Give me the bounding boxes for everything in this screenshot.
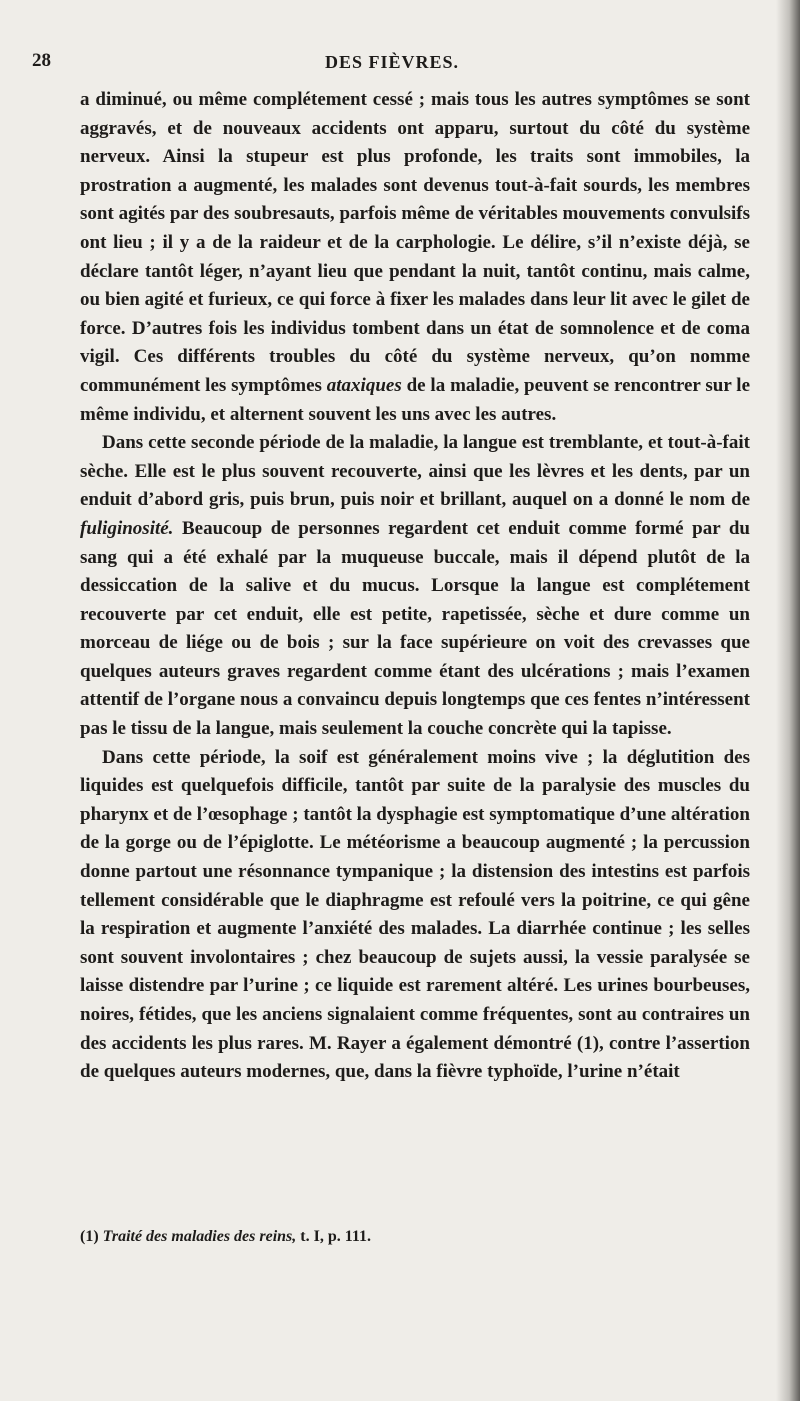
footnote-reference: t. I, p. 111. — [300, 1228, 371, 1245]
paragraph-2 — [80, 429, 750, 744]
page-header — [32, 50, 752, 80]
paragraph-2-italic: fuliginosité. — [80, 517, 174, 539]
paragraph-1 — [80, 86, 750, 429]
body-text — [80, 86, 750, 1087]
book-spine-shadow — [776, 0, 800, 1401]
paragraph-2-text-b: Beaucoup de personnes regardent cet enduit comme formé par du sang qui a été exhalé par la muqueuse buccale, mais il dépend plutôt de la dessiccation de la salive et du mucus. Lorsque la langue est complétement recouverte par cet enduit, elle est petite, rapetissée, sèche et dure comme un morceau de liége ou de bois ; sur la face supérieure on voit des crevasses que quelques auteurs graves regardent comme étant des ulcérations ; mais l’examen attentif de l’organe nous a convaincu depuis longtemps que ces fentes n’intéressent pas le tissu de la langue, mais seulement la couche concrète qui la tapisse. — [80, 517, 750, 740]
footnote-title: Traité des maladies des reins, — [102, 1228, 297, 1245]
running-title: DES FIÈVRES. — [324, 52, 460, 72]
paragraph-3-text-a: Dans cette période, la soif est généralement moins vive ; la déglutition des liquides est quelquefois difficile, tantôt par suite de la paralysie des muscles du pharynx et de l’œsophage ; tantôt la dysphagie est symptomatique d’une altération de la gorge ou de l’épiglotte. Le météorisme a beaucoup augmenté ; la percussion donne partout une résonnance tympanique ; la distension des intestins est parfois tellement considérable que le diaphragme est refoulé vers la poitrine, ce qui gêne la respiration et augmente l’anxiété des malades. La diarrhée continue ; les selles sont souvent involontaires ; chez beaucoup de sujets aussi, la vessie paralysée se laisse distendre par l’urine ; ce liquide est rarement altéré. Les urines bourbeuses, noires, fétides, que les anciens signalaient comme fréquentes, sont au contraires un des accidents les plus rares. M. Rayer a également démontré (1), contre l’assertion de quelques auteurs modernes, que, dans la fièvre typhoïde, l’urine n’était — [80, 746, 750, 1083]
paragraph-1-italic: ataxiques — [326, 374, 402, 396]
footnote — [80, 1226, 750, 1248]
paragraph-2-text-a: Dans cette seconde période de la maladie, la langue est tremblante, et tout-à-fait sèche. Elle est le plus souvent recouverte, ainsi que les lèvres et les dents, par un enduit d’abord gris, puis brun, puis noir et brillant, auquel on a donné le nom de — [80, 432, 750, 511]
paragraph-3 — [80, 744, 750, 1087]
footnote-marker: (1) — [80, 1228, 99, 1245]
page-number: 28 — [32, 50, 51, 71]
paragraph-1-text-a: a diminué, ou même complétement cessé ; mais tous les autres symptômes se sont aggravés, et de nouveaux accidents ont apparu, surtout du côté du système nerveux. Ainsi la stupeur est plus profonde, les traits sont immobiles, la prostration a augmenté, les malades sont devenus tout-à-fait sourds, les membres sont agités par des soubresauts, parfois même de véritables mouvements convulsifs ont lieu ; il y a de la raideur et de la carphologie. Le délire, s’il n’existe déjà, se déclare tantôt léger, n’ayant lieu que pendant la nuit, tantôt continu, mais calme, ou bien agité et furieux, ce qui force à fixer les malades dans leur lit avec le gilet de force. D’autres fois les individus tombent dans un état de somnolence et de coma vigil. Ces différents troubles du côté du système nerveux, qu’on nomme communément les symptômes — [80, 89, 750, 396]
paragraph-1-text-b: de la maladie, peuvent se rencontrer sur le même individu, et alternent souvent les uns avec les autres. — [80, 374, 750, 425]
